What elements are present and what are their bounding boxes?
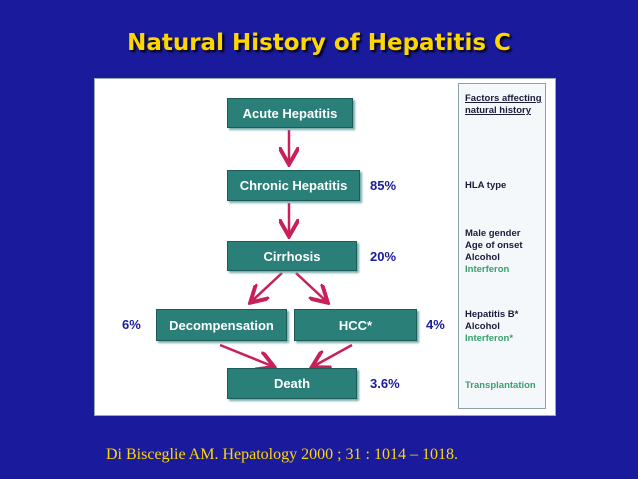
factor-interferon: Interferon — [465, 264, 510, 275]
cirrhosis-percent: 20% — [370, 249, 397, 264]
decompensation-percent: 6% — [122, 317, 141, 332]
arrow-cirrhosis-to-decompensation — [252, 273, 282, 301]
chronic-hepatitis-box: Chronic Hepatitis — [227, 170, 360, 201]
death-box: Death — [227, 368, 357, 399]
factor-interferon-2: Interferon* — [465, 333, 514, 344]
factor-hla-type: HLA type — [465, 180, 507, 191]
factor-alcohol-2: Alcohol — [465, 321, 500, 332]
factor-transplantation: Transplantation — [465, 380, 536, 391]
factor-age-of-onset: Age of onset — [465, 240, 523, 251]
chronic-percent: 85% — [370, 178, 397, 193]
citation: Di Bisceglie AM. Hepatology 2000 ; 31 : 1014 – 1018. — [106, 446, 458, 463]
hcc-box: HCC* — [294, 309, 417, 341]
factor-alcohol: Alcohol — [465, 252, 500, 263]
slide-title: Natural History of Hepatitis C — [127, 30, 511, 56]
factors-heading-line2: natural history — [465, 105, 531, 116]
factors-heading-line1: Factors affecting — [465, 93, 542, 104]
factor-male-gender: Male gender — [465, 228, 521, 239]
cirrhosis-box: Cirrhosis — [227, 241, 357, 271]
death-percent: 3.6% — [370, 376, 400, 391]
arrow-decompensation-to-death — [220, 345, 272, 366]
acute-hepatitis-box: Acute Hepatitis — [227, 98, 353, 128]
arrow-cirrhosis-to-hcc — [296, 273, 326, 301]
hcc-percent: 4% — [426, 317, 445, 332]
decompensation-box: Decompensation — [156, 309, 287, 341]
factor-hepatitis-b: Hepatitis B* — [465, 309, 519, 320]
arrow-hcc-to-death — [314, 345, 352, 366]
